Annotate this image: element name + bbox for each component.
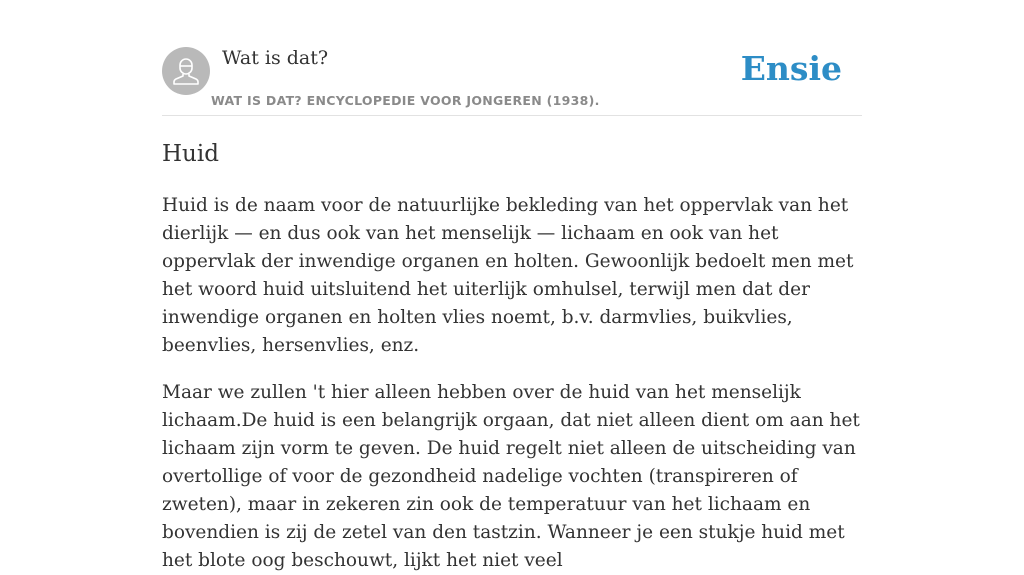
article-paragraph: Maar we zullen 't hier alleen hebben over de huid van het menselijk lichaam.De huid is een belangrijk orgaan, dat niet alleen dient om aan het lichaam zijn vorm te geven. De huid regelt niet alleen de uitscheiding van overtollige of voor de gezondheid nadelige vochten (transpireren of zweten), maar in zekeren zin ook de temperatuur van het lichaam en bovendien is zij de zetel van den tastzin. Wanneer je een stukje huid met het blote oog beschouwt, lijkt het niet veel [162, 382, 860, 571]
user-silhouette-icon [162, 47, 210, 95]
source-title[interactable]: Wat is dat? [222, 47, 329, 69]
brand-logo[interactable]: Ensie [740, 49, 842, 88]
article [162, 136, 862, 575]
source-subtitle[interactable]: WAT IS DAT? ENCYCLOPEDIE VOOR JONGEREN (1938). [211, 93, 600, 108]
article-title: Huid [162, 141, 219, 167]
avatar[interactable] [162, 47, 210, 95]
source-header [162, 0, 862, 116]
article-paragraph: Huid is de naam voor de natuurlijke bekleding van het oppervlak van het dierlijk — en dus ook van het menselijk — lichaam en ook van het oppervlak der inwendige organen en holten. Gewoonlijk bedoelt men met het woord huid uitsluitend het uiterlijk omhulsel, terwijl men dat der inwendige organen en holten vlies noemt, b.v. darmvlies, buikvlies, beenvlies, hersenvlies, enz. [162, 195, 854, 356]
